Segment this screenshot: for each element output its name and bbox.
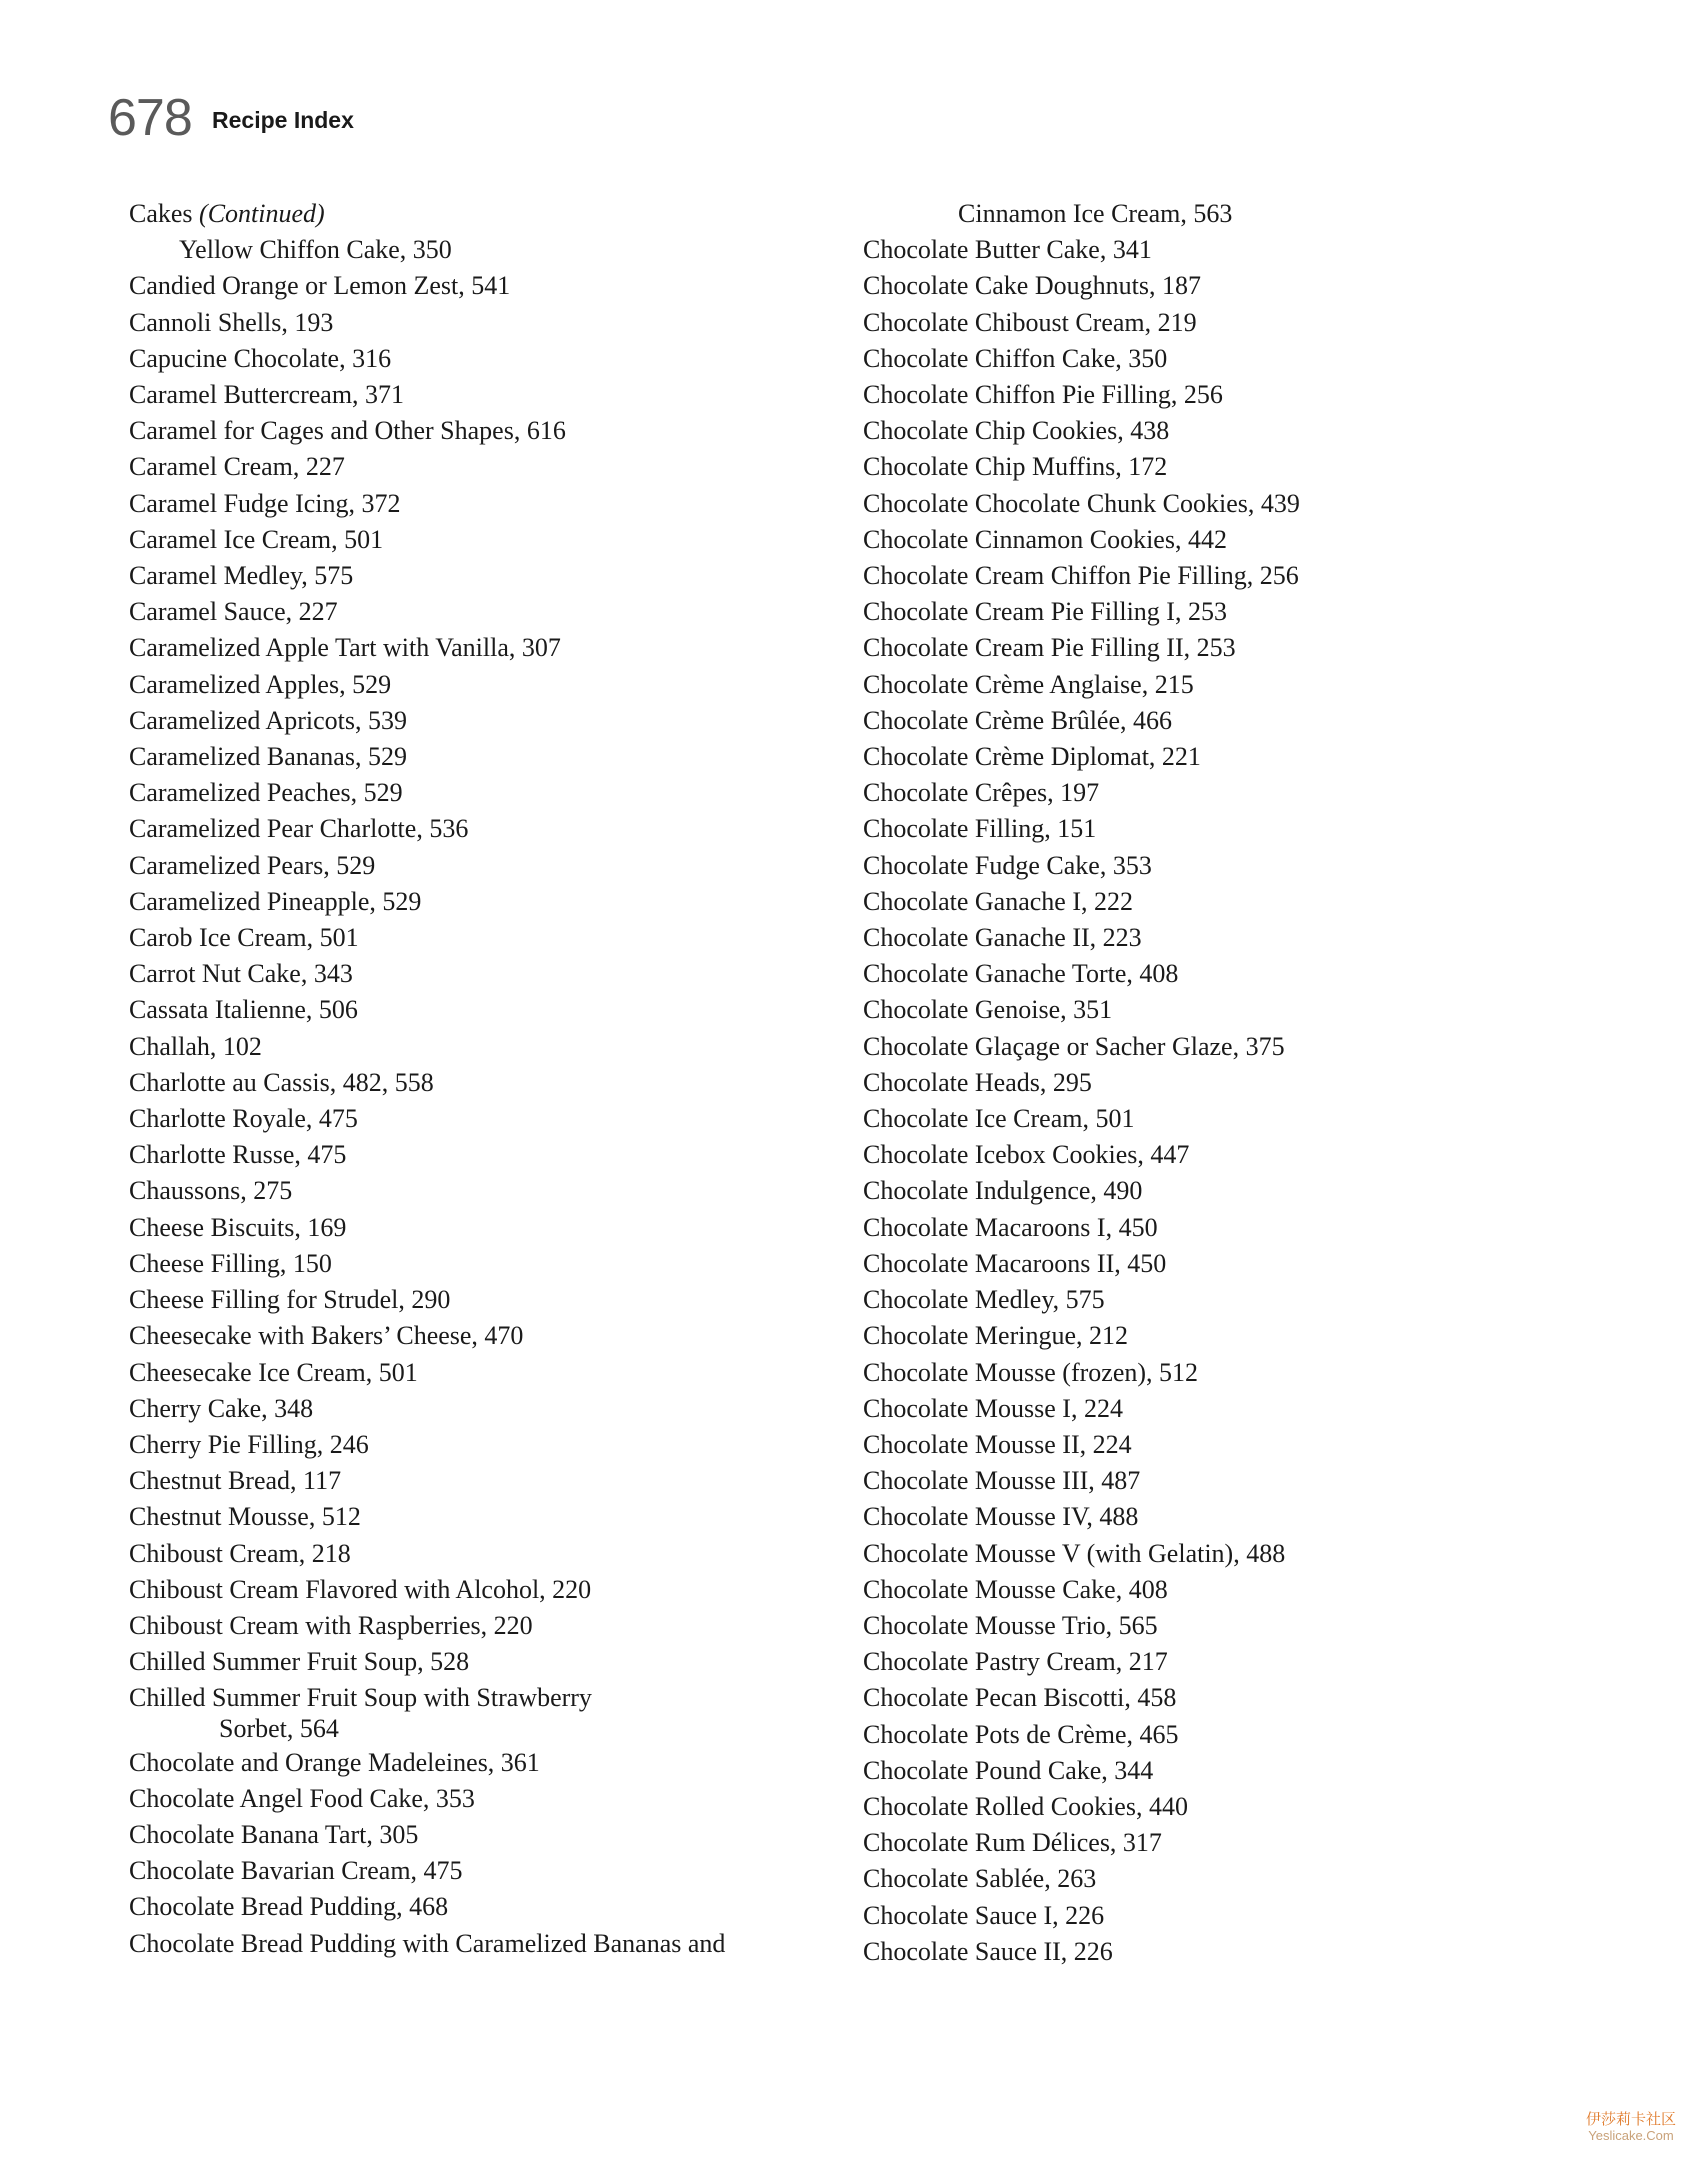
index-entry: Chocolate Macaroons II, 450 <box>863 1248 1167 1278</box>
index-entry: Chilled Summer Fruit Soup, 528 <box>129 1647 470 1677</box>
watermark-en: Yeslicake.Com <box>1588 2128 1674 2143</box>
index-entry: Caramelized Apples, 529 <box>129 669 392 699</box>
index-entry: Chocolate Bread Pudding with Caramelized Bananas and <box>129 1928 726 1958</box>
index-entry: Chiboust Cream with Raspberries, 220 <box>129 1610 533 1640</box>
index-entry: Chocolate Chip Muffins, 172 <box>863 452 1168 482</box>
index-heading <box>129 196 725 232</box>
index-entry: Cheese Filling for Strudel, 290 <box>129 1285 451 1315</box>
index-entry: Chocolate Ganache I, 222 <box>863 886 1134 916</box>
heading-note: (Continued) <box>199 199 325 228</box>
index-entry: Carrot Nut Cake, 343 <box>129 959 353 989</box>
index-entry-continuation: Cinnamon Ice Cream, 563 <box>958 199 1233 228</box>
index-entry: Chocolate Mousse (frozen), 512 <box>863 1357 1199 1387</box>
index-entry: Chocolate Rum Délices, 317 <box>863 1828 1162 1858</box>
index-entry: Chocolate Icebox Cookies, 447 <box>863 1140 1190 1170</box>
index-entry: Chocolate and Orange Madeleines, 361 <box>129 1747 540 1777</box>
index-entry: Cheesecake Ice Cream, 501 <box>129 1357 418 1387</box>
watermark-cn: 伊莎莉卡社区 <box>1585 2110 1676 2128</box>
index-entry: Chocolate Medley, 575 <box>863 1285 1105 1315</box>
index-entry: Caramelized Pears, 529 <box>129 850 376 880</box>
index-entry: Chocolate Mousse IV, 488 <box>863 1502 1139 1532</box>
index-entry: Chocolate Pound Cake, 344 <box>863 1755 1154 1785</box>
index-entry: Chocolate Crêpes, 197 <box>863 778 1100 808</box>
index-entry: Chocolate Sauce II, 226 <box>863 1936 1113 1966</box>
index-entry: Chocolate Crème Brûlée, 466 <box>863 705 1173 735</box>
index-entry-continuation: Sorbet, 564 <box>219 1713 339 1743</box>
index-column-right <box>863 196 1300 1970</box>
index-entry: Chocolate Pecan Biscotti, 458 <box>863 1683 1177 1713</box>
index-entry: Cherry Cake, 348 <box>129 1393 314 1423</box>
index-entry: Chocolate Rolled Cookies, 440 <box>863 1791 1188 1821</box>
index-entry: Chocolate Bavarian Cream, 475 <box>129 1856 463 1886</box>
index-entry: Cheese Filling, 150 <box>129 1248 332 1278</box>
index-entry: Chocolate Crème Anglaise, 215 <box>863 669 1194 699</box>
index-entry: Charlotte au Cassis, 482, 558 <box>129 1067 434 1097</box>
index-entry: Chocolate Filling, 151 <box>863 814 1097 844</box>
index-entry: Chocolate Mousse III, 487 <box>863 1466 1141 1496</box>
index-entry: Chocolate Cream Pie Filling I, 253 <box>863 597 1227 627</box>
index-entry: Cannoli Shells, 193 <box>129 307 334 337</box>
index-entry: Chocolate Cream Chiffon Pie Filling, 256 <box>863 561 1299 591</box>
index-entry: Chocolate Fudge Cake, 353 <box>863 850 1152 880</box>
heading-text: Cakes <box>129 199 193 228</box>
index-entry: Chocolate Ice Cream, 501 <box>863 1104 1135 1134</box>
index-entry: Caramel Sauce, 227 <box>129 597 338 627</box>
index-entry: Chocolate Butter Cake, 341 <box>863 235 1152 265</box>
index-entry: Charlotte Royale, 475 <box>129 1104 358 1134</box>
index-entry: Caramel Medley, 575 <box>129 561 354 591</box>
index-entry: Chocolate Chip Cookies, 438 <box>863 416 1170 446</box>
index-entry: Cheese Biscuits, 169 <box>129 1212 347 1242</box>
index-entry: Caramel Fudge Icing, 372 <box>129 488 401 518</box>
index-entry: Chocolate Ganache II, 223 <box>863 923 1142 953</box>
index-entry: Chocolate Cinnamon Cookies, 442 <box>863 524 1227 554</box>
index-entry: Caramel for Cages and Other Shapes, 616 <box>129 416 566 446</box>
index-entry: Carob Ice Cream, 501 <box>129 923 359 953</box>
index-entry: Caramelized Apricots, 539 <box>129 705 407 735</box>
index-entry: Capucine Chocolate, 316 <box>129 343 392 373</box>
index-entry: Yellow Chiffon Cake, 350 <box>179 235 452 265</box>
index-entry: Cheesecake with Bakers’ Cheese, 470 <box>129 1321 524 1351</box>
index-entry: Chocolate Cake Doughnuts, 187 <box>863 271 1201 301</box>
index-entry: Chiboust Cream, 218 <box>129 1538 351 1568</box>
index-entry: Caramel Ice Cream, 501 <box>129 524 384 554</box>
index-entry: Chocolate Bread Pudding, 468 <box>129 1892 449 1922</box>
index-entry: Chocolate Cream Pie Filling II, 253 <box>863 633 1236 663</box>
index-entry: Chocolate Banana Tart, 305 <box>129 1819 419 1849</box>
index-entry: Candied Orange or Lemon Zest, 541 <box>129 271 511 301</box>
index-entry: Caramelized Pineapple, 529 <box>129 886 422 916</box>
index-entry: Chestnut Bread, 117 <box>129 1466 342 1496</box>
index-entry: Chocolate Crème Diplomat, 221 <box>863 742 1201 772</box>
site-watermark <box>1586 2112 1676 2142</box>
index-entry: Chestnut Mousse, 512 <box>129 1502 361 1532</box>
index-entry: Chocolate Chiboust Cream, 219 <box>863 307 1197 337</box>
index-entry: Chaussons, 275 <box>129 1176 293 1206</box>
index-entry: Chocolate Sauce I, 226 <box>863 1900 1105 1930</box>
index-entry: Chocolate Mousse I, 224 <box>863 1393 1123 1423</box>
index-entry: Chocolate Genoise, 351 <box>863 995 1113 1025</box>
index-entry: Chilled Summer Fruit Soup with Strawberry <box>129 1683 592 1713</box>
index-entry: Chocolate Indulgence, 490 <box>863 1176 1143 1206</box>
index-entry: Caramelized Apple Tart with Vanilla, 307 <box>129 633 561 663</box>
index-entry: Chocolate Chiffon Cake, 350 <box>863 343 1168 373</box>
index-entry: Caramel Cream, 227 <box>129 452 345 482</box>
index-entry: Caramelized Pear Charlotte, 536 <box>129 814 469 844</box>
index-entry: Chocolate Ganache Torte, 408 <box>863 959 1179 989</box>
index-entry: Chocolate Chiffon Pie Filling, 256 <box>863 380 1223 410</box>
index-entry: Chocolate Mousse Cake, 408 <box>863 1574 1168 1604</box>
index-entry: Charlotte Russe, 475 <box>129 1140 347 1170</box>
index-entry: Chocolate Chocolate Chunk Cookies, 439 <box>863 488 1300 518</box>
index-entry: Chocolate Glaçage or Sacher Glaze, 375 <box>863 1031 1285 1061</box>
index-entry: Chocolate Mousse V (with Gelatin), 488 <box>863 1538 1286 1568</box>
index-entry: Cherry Pie Filling, 246 <box>129 1429 369 1459</box>
index-entry: Challah, 102 <box>129 1031 262 1061</box>
index-entry: Caramelized Bananas, 529 <box>129 742 407 772</box>
index-entry: Chocolate Pastry Cream, 217 <box>863 1647 1168 1677</box>
index-entry: Chocolate Mousse II, 224 <box>863 1429 1132 1459</box>
index-entry: Caramelized Peaches, 529 <box>129 778 403 808</box>
page-number: 678 <box>108 89 192 147</box>
index-entry: Chocolate Angel Food Cake, 353 <box>129 1783 475 1813</box>
running-head: Recipe Index <box>212 107 354 133</box>
index-column-left <box>129 196 725 1962</box>
index-entry: Caramel Buttercream, 371 <box>129 380 405 410</box>
index-entry: Chocolate Meringue, 212 <box>863 1321 1128 1351</box>
index-entry: Chocolate Pots de Crème, 465 <box>863 1719 1179 1749</box>
index-entry: Chocolate Sablée, 263 <box>863 1864 1097 1894</box>
index-entry: Cassata Italienne, 506 <box>129 995 358 1025</box>
index-entry: Chocolate Mousse Trio, 565 <box>863 1610 1158 1640</box>
index-entry: Chocolate Macaroons I, 450 <box>863 1212 1158 1242</box>
index-entry: Chiboust Cream Flavored with Alcohol, 220 <box>129 1574 592 1604</box>
index-entry: Chocolate Heads, 295 <box>863 1067 1092 1097</box>
